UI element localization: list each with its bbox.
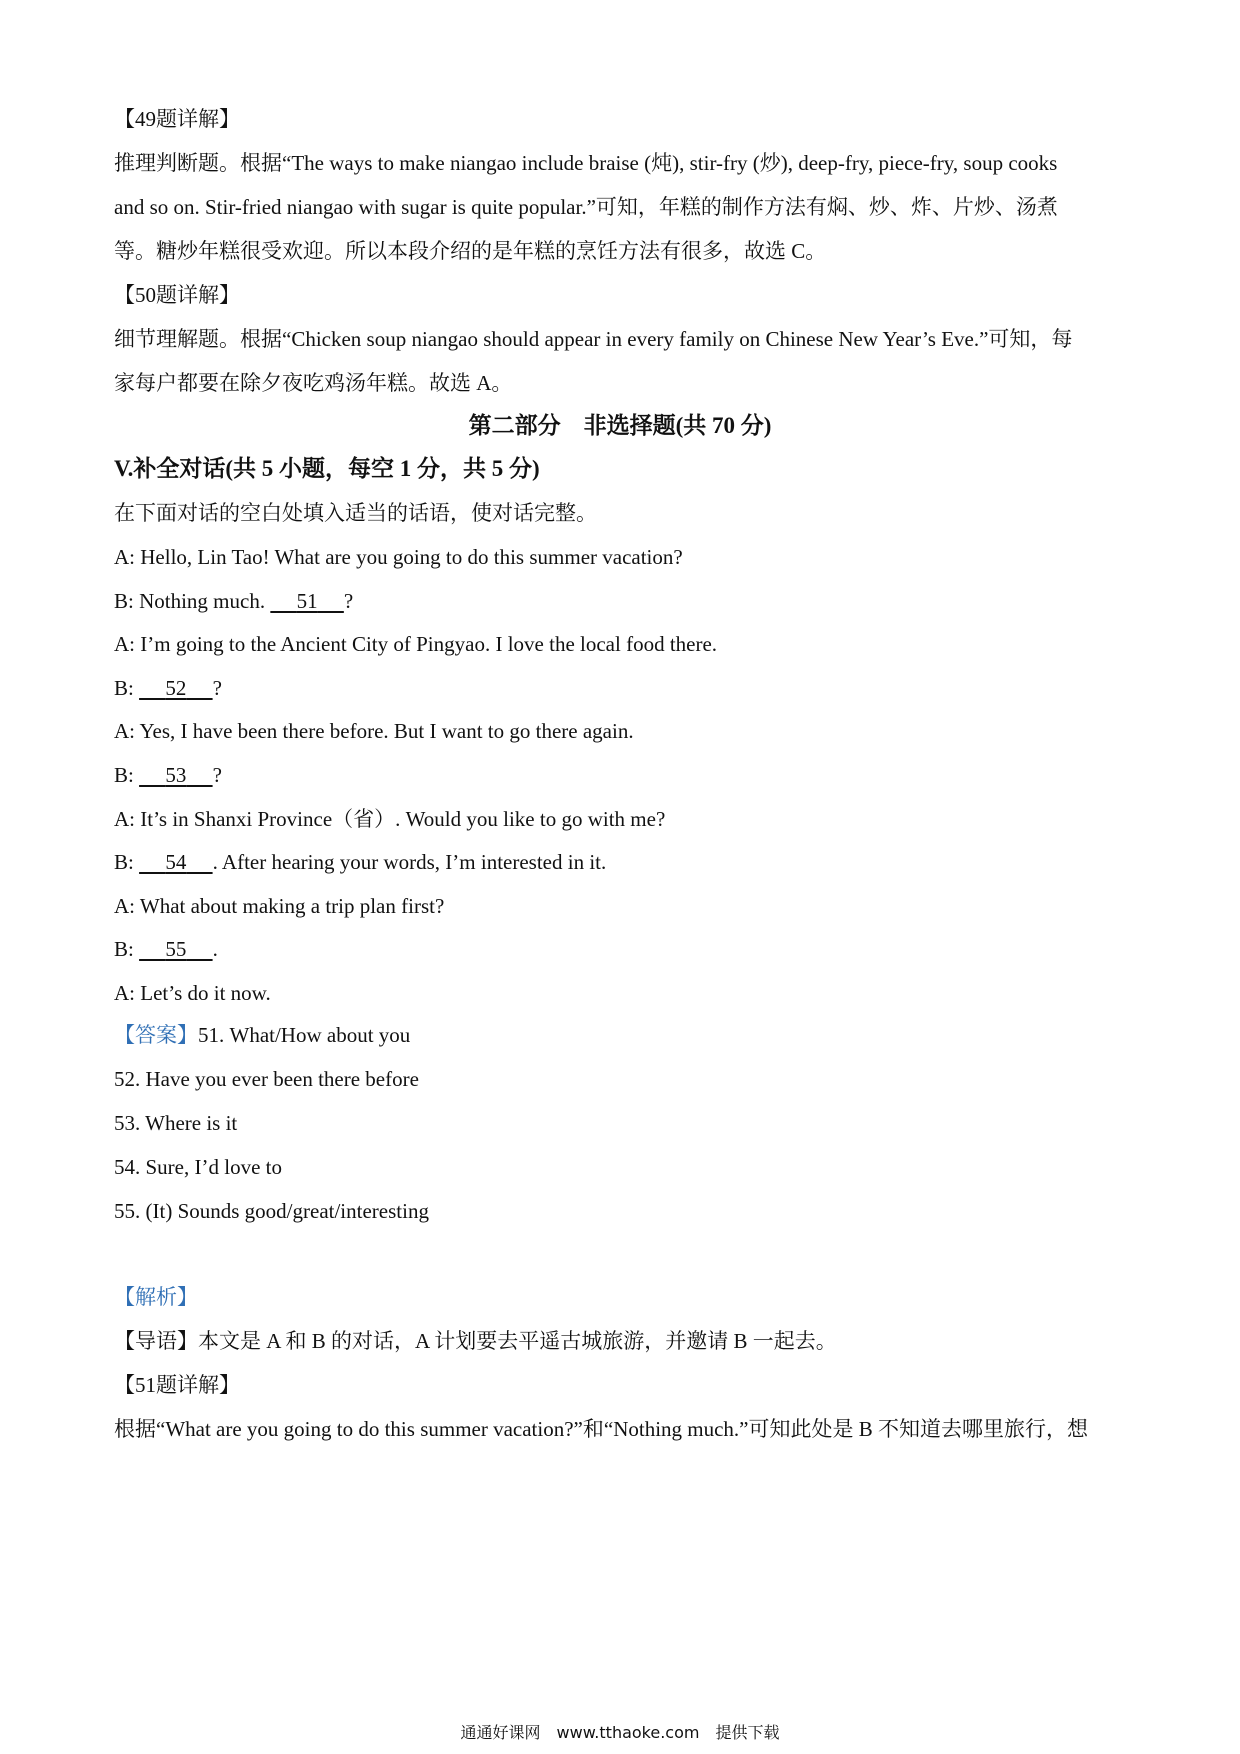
dialogue-line — [114, 847, 1130, 877]
q49-label: 【49题详解】 — [114, 107, 240, 131]
blank-number: 54 — [165, 850, 187, 874]
answer-line-51 — [114, 1020, 1130, 1050]
answer-blank[interactable] — [270, 586, 344, 616]
guide-text: 【导语】本文是 A 和 B 的对话，A 计划要去平遥古城旅游，并邀请 B 一起去。 — [114, 1329, 837, 1353]
dialogue-text-after: . After hearing your words, I’m interested in it. — [212, 850, 607, 874]
dialogue-text: B: — [114, 937, 140, 961]
section-v-title: V.补全对话(共 5 小题，每空 1 分，共 5 分) — [114, 456, 540, 481]
dialogue-text: A: It’s in Shanxi Province（省）. Would you like to go with me? — [114, 807, 666, 831]
footer-text: 通通好课网 www.tthaoke.com 提供下载 — [460, 1723, 780, 1742]
answer-blank[interactable] — [139, 760, 213, 790]
dialogue-line — [114, 673, 1130, 703]
dialogue-text: B: — [114, 850, 140, 874]
q50-text-line2: 家每户都要在除夕夜吃鸡汤年糕。故选 A。 — [114, 371, 513, 395]
answer-label: 【答案】 — [114, 1023, 198, 1047]
dialogue-text: A: Hello, Lin Tao! What are you going to do this summer vacation? — [114, 545, 683, 569]
dialogue-line — [114, 542, 1130, 572]
answer-51: 51. What/How about you — [198, 1023, 411, 1047]
dialogue-text-after: . — [212, 937, 218, 961]
dialogue-text-after: ? — [343, 589, 354, 613]
dialogue-text: B: — [114, 676, 140, 700]
answer-54: 54. Sure, I’d love to — [114, 1155, 282, 1179]
dialogue-text: B: — [114, 763, 140, 787]
dialogue-line — [114, 804, 1130, 834]
analysis-label: 【解析】 — [114, 1285, 198, 1309]
q50-label: 【50题详解】 — [114, 283, 240, 307]
dialogue-line — [114, 934, 1130, 964]
blank-number: 55 — [165, 937, 187, 961]
dialogue-line — [114, 760, 1130, 790]
dialogue-text: A: I’m going to the Ancient City of Pingyao. I love the local food there. — [114, 632, 718, 656]
q50-text-line1: 细节理解题。根据“Chicken soup niangao should appear in every family on Chinese New Year’s Eve.”可知，每 — [114, 327, 1073, 351]
dialogue-text: B: Nothing much. — [114, 589, 271, 613]
dialogue-line — [114, 978, 1130, 1008]
q49-text-line1: 推理判断题。根据“The ways to make niangao include braise (炖), stir-fry (炒), deep-fry, piece-fry, soup cooks — [114, 151, 1058, 175]
answer-blank[interactable] — [139, 673, 213, 703]
dialogue-line — [114, 586, 1130, 616]
q51-text-line1: 根据“What are you going to do this summer vacation?”和“Nothing much.”可知此处是 B 不知道去哪里旅行，想 — [114, 1417, 1089, 1441]
answer-blank[interactable] — [139, 847, 213, 877]
dialogue-line — [114, 891, 1130, 921]
dialogue-text-after: ? — [212, 763, 222, 787]
answer-53: 53. Where is it — [114, 1111, 238, 1135]
section-v-instruction: 在下面对话的空白处填入适当的话语，使对话完整。 — [114, 501, 597, 525]
q51-label: 【51题详解】 — [114, 1373, 240, 1397]
answer-52: 52. Have you ever been there before — [114, 1067, 419, 1091]
dialogue-text: A: What about making a trip plan first? — [114, 894, 445, 918]
blank-number: 53 — [165, 763, 187, 787]
dialogue-line — [114, 629, 1130, 659]
answer-blank[interactable] — [139, 934, 213, 964]
dialogue-text-after: ? — [212, 676, 222, 700]
answer-55: 55. (It) Sounds good/great/interesting — [114, 1199, 429, 1223]
part2-heading: 第二部分 非选择题(共 70 分) — [468, 413, 772, 438]
dialogue-line — [114, 716, 1130, 746]
q49-text-line3: 等。糖炒年糕很受欢迎。所以本段介绍的是年糕的烹饪方法有很多，故选 C。 — [114, 239, 827, 263]
dialogue-text: A: Let’s do it now. — [114, 981, 271, 1005]
dialogue-text: A: Yes, I have been there before. But I want to go there again. — [114, 719, 634, 743]
q49-text-line2: and so on. Stir-fried niangao with sugar is quite popular.”可知，年糕的制作方法有焖、炒、炸、片炒、汤煮 — [114, 195, 1058, 219]
blank-number: 51 — [296, 589, 318, 613]
blank-number: 52 — [165, 676, 187, 700]
